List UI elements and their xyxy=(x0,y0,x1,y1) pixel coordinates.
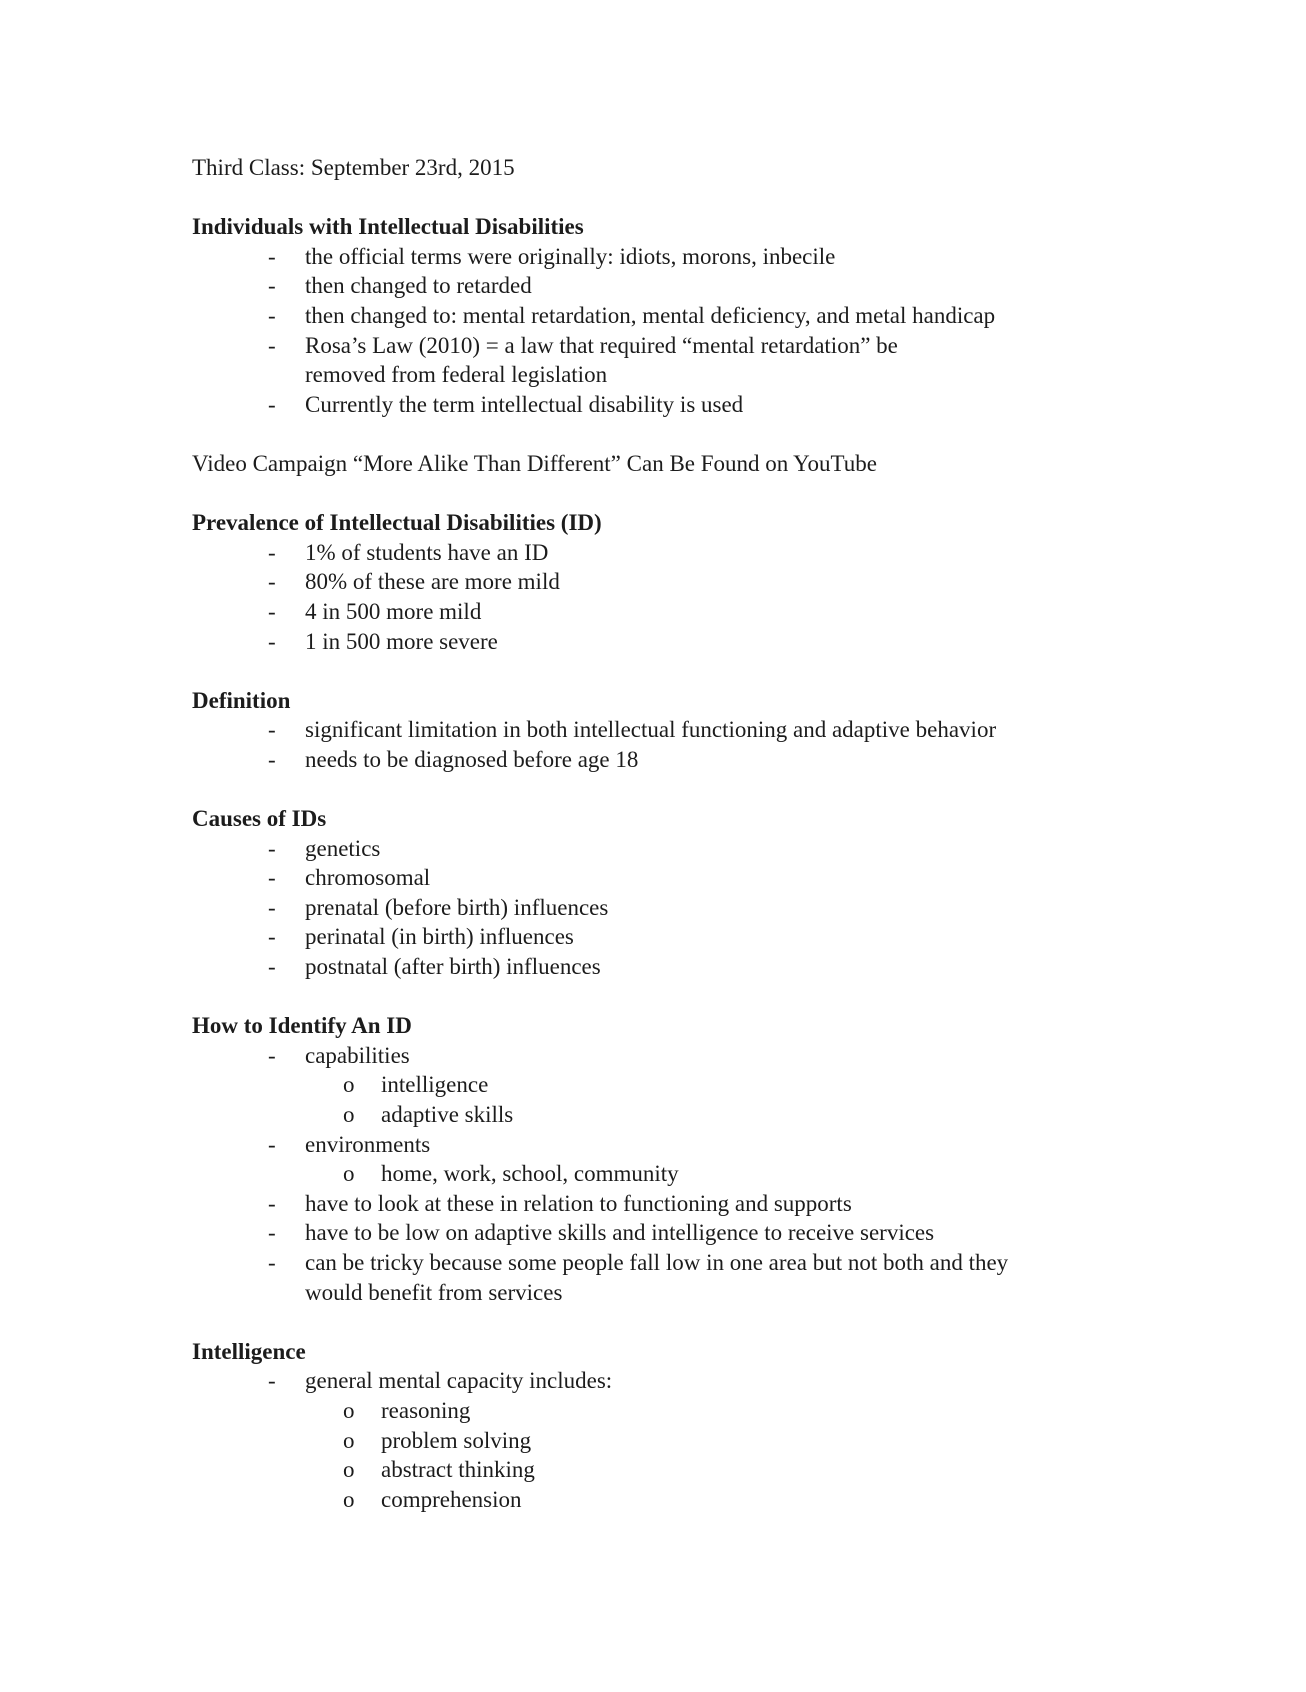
dash-marker: - xyxy=(268,569,276,595)
list-item xyxy=(192,834,1192,864)
sub-list-item-text: intelligence xyxy=(381,1072,489,1098)
dash-marker: - xyxy=(268,835,276,861)
list-item xyxy=(192,1041,1192,1130)
list-item xyxy=(192,1218,1192,1248)
section-prevalence-of-intellectual-disabilities-id xyxy=(192,508,1192,656)
list-item xyxy=(192,567,1192,597)
list-item xyxy=(192,627,1192,657)
dash-marker: - xyxy=(268,1042,276,1068)
list-item-text: capabilities xyxy=(305,1042,410,1068)
dash-marker: - xyxy=(268,1131,276,1157)
list-item xyxy=(192,390,1192,420)
list-item-text: Currently the term intellectual disability is used xyxy=(305,391,744,417)
sub-list-item xyxy=(305,1396,1192,1426)
dash-marker: - xyxy=(268,865,276,891)
list-item xyxy=(192,271,1192,301)
list-item-text: 4 in 500 more mild xyxy=(305,598,482,624)
bullet-list xyxy=(192,1366,1192,1514)
section-title: How to Identify An ID xyxy=(192,1013,412,1039)
sections-container xyxy=(192,508,1192,1514)
list-item xyxy=(192,1248,1192,1307)
bullet-list xyxy=(192,715,1192,774)
section-title: Causes of IDs xyxy=(192,806,327,832)
circle-marker: o xyxy=(343,1161,355,1187)
section-individuals xyxy=(192,212,1192,419)
dash-marker: - xyxy=(268,894,276,920)
section-causes-of-ids xyxy=(192,804,1192,982)
circle-marker: o xyxy=(343,1397,355,1423)
dash-marker: - xyxy=(268,746,276,772)
section-title: Individuals with Intellectual Disabilities xyxy=(192,214,584,240)
dash-marker: - xyxy=(268,1249,276,1275)
sub-list-item xyxy=(305,1426,1192,1456)
list-item-text: postnatal (after birth) influences xyxy=(305,954,601,980)
section-title: Intelligence xyxy=(192,1338,306,1364)
document-header: Third Class: September 23rd, 2015 xyxy=(192,155,515,180)
dash-marker: - xyxy=(268,1190,276,1216)
bullet-list xyxy=(192,538,1192,656)
list-item-text: needs to be diagnosed before age 18 xyxy=(305,746,639,772)
sub-list-item-text: abstract thinking xyxy=(381,1457,535,1483)
sub-list-item xyxy=(305,1070,1192,1100)
list-item xyxy=(192,1189,1192,1219)
sub-list-item-text: reasoning xyxy=(381,1397,471,1423)
list-item-text: 1% of students have an ID xyxy=(305,539,549,565)
bullet-list xyxy=(192,242,1192,420)
list-item xyxy=(192,922,1192,952)
sub-list-item-text: comprehension xyxy=(381,1486,522,1512)
list-item-text: perinatal (in birth) influences xyxy=(305,924,574,950)
list-item-text: environments xyxy=(305,1131,431,1157)
dash-marker: - xyxy=(268,332,276,358)
list-item xyxy=(192,715,1192,745)
dash-marker: - xyxy=(268,1368,276,1394)
bullet-list xyxy=(192,1041,1192,1307)
list-item-text: can be tricky because some people fall low in one area but not both and they would benefit from services xyxy=(305,1249,1009,1305)
circle-marker: o xyxy=(343,1457,355,1483)
list-item xyxy=(192,301,1192,331)
list-item-text: significant limitation in both intellectual functioning and adaptive behavior xyxy=(305,717,997,743)
video-campaign-note: Video Campaign “More Alike Than Different” Can Be Found on YouTube xyxy=(192,450,877,476)
dash-marker: - xyxy=(268,598,276,624)
circle-marker: o xyxy=(343,1486,355,1512)
list-item-text: prenatal (before birth) influences xyxy=(305,894,609,920)
dash-marker: - xyxy=(268,539,276,565)
section-definition xyxy=(192,686,1192,775)
sub-list-item xyxy=(305,1485,1192,1515)
circle-marker: o xyxy=(343,1427,355,1453)
sub-list-item-text: problem solving xyxy=(381,1427,532,1453)
dash-marker: - xyxy=(268,924,276,950)
list-item xyxy=(192,331,1192,390)
dash-marker: - xyxy=(268,954,276,980)
section-title: Definition xyxy=(192,687,291,713)
list-item-text: then changed to retarded xyxy=(305,273,532,299)
list-item-text: chromosomal xyxy=(305,865,431,891)
dash-marker: - xyxy=(268,302,276,328)
dash-marker: - xyxy=(268,243,276,269)
circle-marker: o xyxy=(343,1102,355,1127)
sub-bullet-list xyxy=(305,1070,1192,1129)
section-intelligence xyxy=(192,1337,1192,1515)
list-item-text: then changed to: mental retardation, mental deficiency, and metal handicap xyxy=(305,302,996,328)
sub-bullet-list xyxy=(305,1159,1192,1189)
circle-marker: o xyxy=(343,1072,355,1098)
list-item-text: the official terms were originally: idiots, morons, inbecile xyxy=(305,243,836,269)
list-item xyxy=(192,242,1192,272)
sub-list-item xyxy=(305,1455,1192,1485)
dash-marker: - xyxy=(268,273,276,299)
list-item xyxy=(192,1130,1192,1189)
list-item xyxy=(192,745,1192,775)
list-item-text: Rosa’s Law (2010) = a law that required “mental retardation” be removed from federal legislation xyxy=(305,332,898,388)
section-title: Prevalence of Intellectual Disabilities (ID) xyxy=(192,510,602,536)
sub-bullet-list xyxy=(305,1396,1192,1514)
sub-list-item xyxy=(305,1159,1192,1189)
list-item-text: 80% of these are more mild xyxy=(305,569,560,595)
list-item xyxy=(192,952,1192,982)
list-item xyxy=(192,863,1192,893)
list-item xyxy=(192,893,1192,923)
list-item xyxy=(192,538,1192,568)
list-item-text: genetics xyxy=(305,835,381,861)
dash-marker: - xyxy=(268,628,276,654)
sub-list-item-text: home, work, school, community xyxy=(381,1161,679,1187)
sub-list-item xyxy=(305,1100,1192,1130)
video-note-block xyxy=(192,449,1192,479)
bullet-list xyxy=(192,834,1192,982)
dash-marker: - xyxy=(268,1220,276,1246)
list-item xyxy=(192,597,1192,627)
document-page xyxy=(192,153,1192,1514)
dash-marker: - xyxy=(268,391,276,417)
sub-list-item-text: adaptive skills xyxy=(381,1102,514,1127)
list-item-text: have to look at these in relation to functioning and supports xyxy=(305,1190,852,1216)
list-item-text: 1 in 500 more severe xyxy=(305,628,498,654)
list-item-text: have to be low on adaptive skills and intelligence to receive services xyxy=(305,1220,935,1246)
section-how-to-identify-an-id xyxy=(192,1011,1192,1307)
list-item xyxy=(192,1366,1192,1514)
list-item-text: general mental capacity includes: xyxy=(305,1368,613,1394)
dash-marker: - xyxy=(268,717,276,743)
